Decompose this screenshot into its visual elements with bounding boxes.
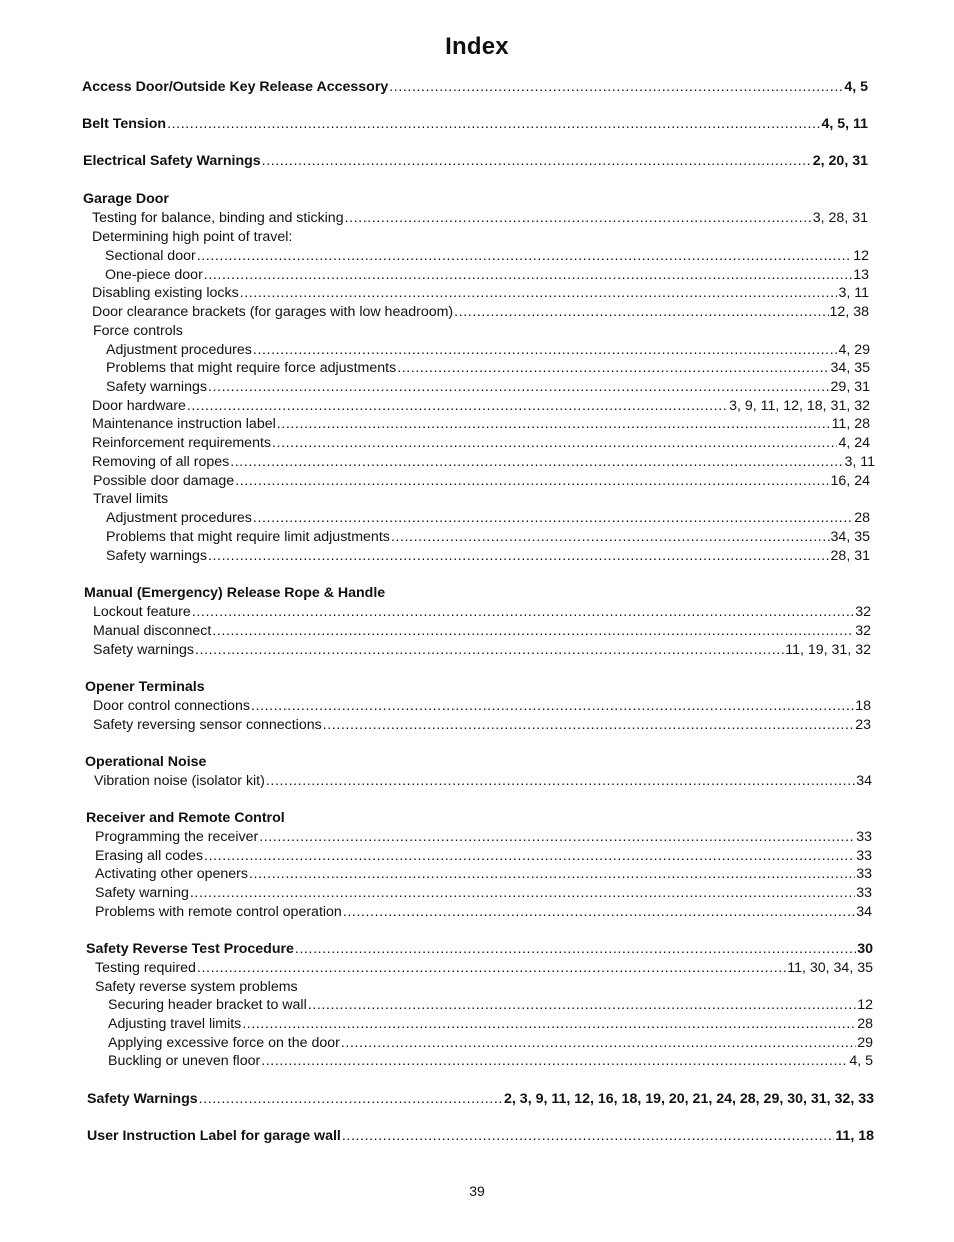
entry-text: Travel limits	[93, 491, 169, 507]
dot-leader	[253, 509, 853, 527]
entry-pages: 34	[856, 773, 872, 789]
index-entry	[95, 903, 872, 921]
index-entry	[106, 509, 870, 527]
dot-leader	[345, 209, 812, 227]
dot-leader	[253, 341, 838, 359]
dot-leader	[167, 115, 820, 133]
index-entry	[106, 547, 870, 565]
page-number: 39	[469, 1183, 485, 1199]
index-entry	[93, 622, 871, 640]
entry-text: Programming the receiver	[95, 829, 259, 845]
entry-text: Door clearance brackets (for garages with low headroom)	[92, 304, 454, 320]
entry-text: Problems that might require limit adjustments	[106, 529, 390, 545]
entry-pages: 34, 35	[830, 529, 870, 545]
dot-leader	[341, 1034, 856, 1052]
entry-text: Belt Tension	[82, 116, 167, 132]
entry-text: Disabling existing locks	[92, 285, 239, 301]
entry-text: Maintenance instruction label	[92, 416, 276, 432]
entry-text: Testing for balance, binding and sticking	[92, 210, 344, 226]
index-entry	[92, 209, 868, 227]
dot-leader	[391, 528, 830, 546]
entry-pages: 4, 5	[849, 1053, 873, 1069]
entry-text: Erasing all codes	[95, 848, 204, 864]
index-heading	[82, 115, 868, 133]
entry-pages: 28	[854, 510, 870, 526]
dot-leader	[235, 472, 829, 490]
entry-pages: 34	[856, 904, 872, 920]
entry-text: Securing header bracket to wall	[108, 997, 307, 1013]
entry-pages: 28, 31	[830, 548, 870, 564]
entry-pages: 16, 24	[830, 473, 870, 489]
dot-leader	[240, 284, 838, 302]
dot-leader	[208, 547, 830, 565]
index-heading	[87, 1127, 874, 1145]
dot-leader	[389, 78, 843, 96]
entry-text: Reinforcement requirements	[92, 435, 271, 451]
dot-leader	[197, 247, 853, 265]
index-entry	[95, 847, 872, 865]
entry-text: Manual (Emergency) Release Rope & Handle	[84, 585, 386, 601]
index-entry	[95, 959, 873, 977]
dot-leader	[199, 1090, 503, 1108]
index-entry	[94, 772, 872, 790]
dot-leader	[342, 1127, 834, 1145]
dot-leader	[208, 378, 830, 396]
entry-text: Safety warnings	[106, 379, 207, 395]
entry-pages: 32	[855, 623, 871, 639]
index-entry	[95, 828, 872, 846]
entry-pages: 4, 24	[838, 435, 870, 451]
entry-text: Problems that might require force adjustments	[106, 360, 397, 376]
entry-text: Door control connections	[93, 698, 250, 714]
entry-pages: 3, 11	[844, 454, 875, 470]
entry-pages: 12, 38	[829, 304, 869, 320]
entry-text: Safety Reverse Test Procedure	[86, 941, 294, 957]
index-entry	[105, 247, 869, 265]
index-entry	[105, 266, 869, 284]
dot-leader	[204, 266, 852, 284]
index-entry	[93, 490, 168, 508]
dot-leader	[230, 453, 843, 471]
entry-text: Safety warnings	[93, 642, 194, 658]
entry-pages: 3, 11	[838, 285, 869, 301]
entry-pages: 32	[855, 604, 871, 620]
entry-pages: 11, 30, 34, 35	[787, 960, 873, 976]
index-heading	[83, 152, 868, 170]
entry-text: Manual disconnect	[93, 623, 212, 639]
index-entry	[93, 697, 871, 715]
index-entry	[92, 284, 869, 302]
dot-leader	[454, 303, 828, 321]
dot-leader	[249, 865, 855, 883]
dot-leader	[242, 1015, 856, 1033]
entry-text: Possible door damage	[93, 473, 235, 489]
index-entry	[92, 303, 869, 321]
dot-leader	[204, 847, 855, 865]
entry-text: Safety reversing sensor connections	[93, 717, 322, 733]
index-heading	[87, 1090, 874, 1108]
entry-pages: 2, 3, 9, 11, 12, 16, 18, 19, 20, 21, 24, 28, 29, 30, 31, 32, 33	[504, 1091, 874, 1107]
entry-pages: 12	[857, 997, 873, 1013]
index-heading	[83, 190, 169, 208]
entry-text: Safety warnings	[106, 548, 207, 564]
entry-text: Opener Terminals	[85, 679, 205, 695]
entry-pages: 4, 29	[838, 342, 870, 358]
index-entry	[106, 378, 870, 396]
entry-text: Problems with remote control operation	[95, 904, 342, 920]
index-entry	[95, 978, 298, 996]
entry-text: Operational Noise	[85, 754, 207, 770]
index-heading	[84, 584, 385, 602]
entry-text: Access Door/Outside Key Release Accessory	[82, 79, 389, 95]
entry-pages: 33	[856, 866, 872, 882]
entry-text: Lockout feature	[93, 604, 191, 620]
entry-pages: 4, 5, 11	[821, 116, 868, 132]
entry-pages: 33	[856, 829, 872, 845]
entry-text: Door hardware	[92, 398, 186, 414]
index-entry	[93, 472, 870, 490]
entry-text: Safety warning	[95, 885, 189, 901]
dot-leader	[190, 884, 855, 902]
entry-text: Vibration noise (isolator kit)	[94, 773, 265, 789]
entry-text: Adjustment procedures	[106, 510, 252, 526]
index-heading	[85, 678, 205, 696]
index-heading	[85, 753, 206, 771]
entry-pages: 33	[856, 848, 872, 864]
index-entry	[93, 641, 871, 659]
entry-text: One-piece door	[105, 267, 203, 283]
index-entry	[93, 716, 871, 734]
dot-leader	[212, 622, 854, 640]
entry-pages: 30	[857, 941, 873, 957]
dot-leader	[197, 959, 786, 977]
entry-pages: 29	[857, 1035, 873, 1051]
entry-pages: 33	[856, 885, 872, 901]
entry-pages: 3, 9, 11, 12, 18, 31, 32	[729, 398, 870, 414]
dot-leader	[192, 603, 854, 621]
index-entry	[92, 397, 870, 415]
entry-pages: 11, 19, 31, 32	[785, 642, 871, 658]
page-title: Index	[445, 33, 509, 60]
entry-pages: 34, 35	[830, 360, 870, 376]
dot-leader	[323, 716, 855, 734]
index-entry	[95, 884, 872, 902]
entry-text: Adjusting travel limits	[108, 1016, 242, 1032]
entry-pages: 12	[853, 248, 869, 264]
dot-leader	[308, 996, 856, 1014]
index-entry	[92, 453, 875, 471]
dot-leader	[272, 434, 837, 452]
dot-leader	[343, 903, 855, 921]
index-entry	[95, 865, 872, 883]
entry-text: Receiver and Remote Control	[86, 810, 285, 826]
entry-text: Sectional door	[105, 248, 196, 264]
index-entry	[108, 1034, 873, 1052]
entry-text: Force controls	[93, 323, 183, 339]
index-entry	[92, 415, 870, 433]
index-entry	[108, 1052, 873, 1070]
entry-pages: 2, 20, 31	[812, 153, 868, 169]
entry-text: Adjustment procedures	[106, 342, 252, 358]
entry-pages: 23	[855, 717, 871, 733]
index-heading	[82, 78, 868, 96]
dot-leader	[261, 1052, 848, 1070]
dot-leader	[259, 828, 855, 846]
index-entry	[108, 996, 873, 1014]
index-entry	[108, 1015, 873, 1033]
entry-text: Determining high point of travel:	[92, 229, 293, 245]
entry-text: Testing required	[95, 960, 196, 976]
entry-pages: 13	[853, 267, 869, 283]
entry-text: Electrical Safety Warnings	[83, 153, 261, 169]
dot-leader	[187, 397, 728, 415]
entry-pages: 28	[857, 1016, 873, 1032]
entry-text: Buckling or uneven floor	[108, 1053, 261, 1069]
entry-text: Removing of all ropes	[92, 454, 230, 470]
entry-text: Garage Door	[83, 191, 169, 207]
dot-leader	[397, 359, 829, 377]
entry-text: User Instruction Label for garage wall	[87, 1128, 341, 1144]
dot-leader	[266, 772, 855, 790]
dot-leader	[251, 697, 854, 715]
dot-leader	[295, 940, 856, 958]
dot-leader	[277, 415, 831, 433]
index-entry	[106, 359, 870, 377]
index-entry	[92, 434, 870, 452]
index-heading	[86, 940, 873, 958]
entry-pages: 11, 28	[831, 416, 870, 432]
entry-text: Safety Warnings	[87, 1091, 198, 1107]
dot-leader	[262, 152, 812, 170]
entry-text: Safety reverse system problems	[95, 979, 298, 995]
entry-text: Activating other openers	[95, 866, 249, 882]
index-entry	[106, 341, 870, 359]
entry-pages: 3, 28, 31	[812, 210, 868, 226]
index-heading	[86, 809, 285, 827]
entry-pages: 11, 18	[835, 1128, 874, 1144]
entry-text: Applying excessive force on the door	[108, 1035, 340, 1051]
dot-leader	[195, 641, 784, 659]
index-entry	[92, 228, 292, 246]
entry-pages: 18	[855, 698, 871, 714]
index-entry	[106, 528, 870, 546]
index-entry	[93, 603, 871, 621]
entry-pages: 29, 31	[830, 379, 870, 395]
entry-pages: 4, 5	[844, 79, 868, 95]
index-entry	[93, 322, 183, 340]
